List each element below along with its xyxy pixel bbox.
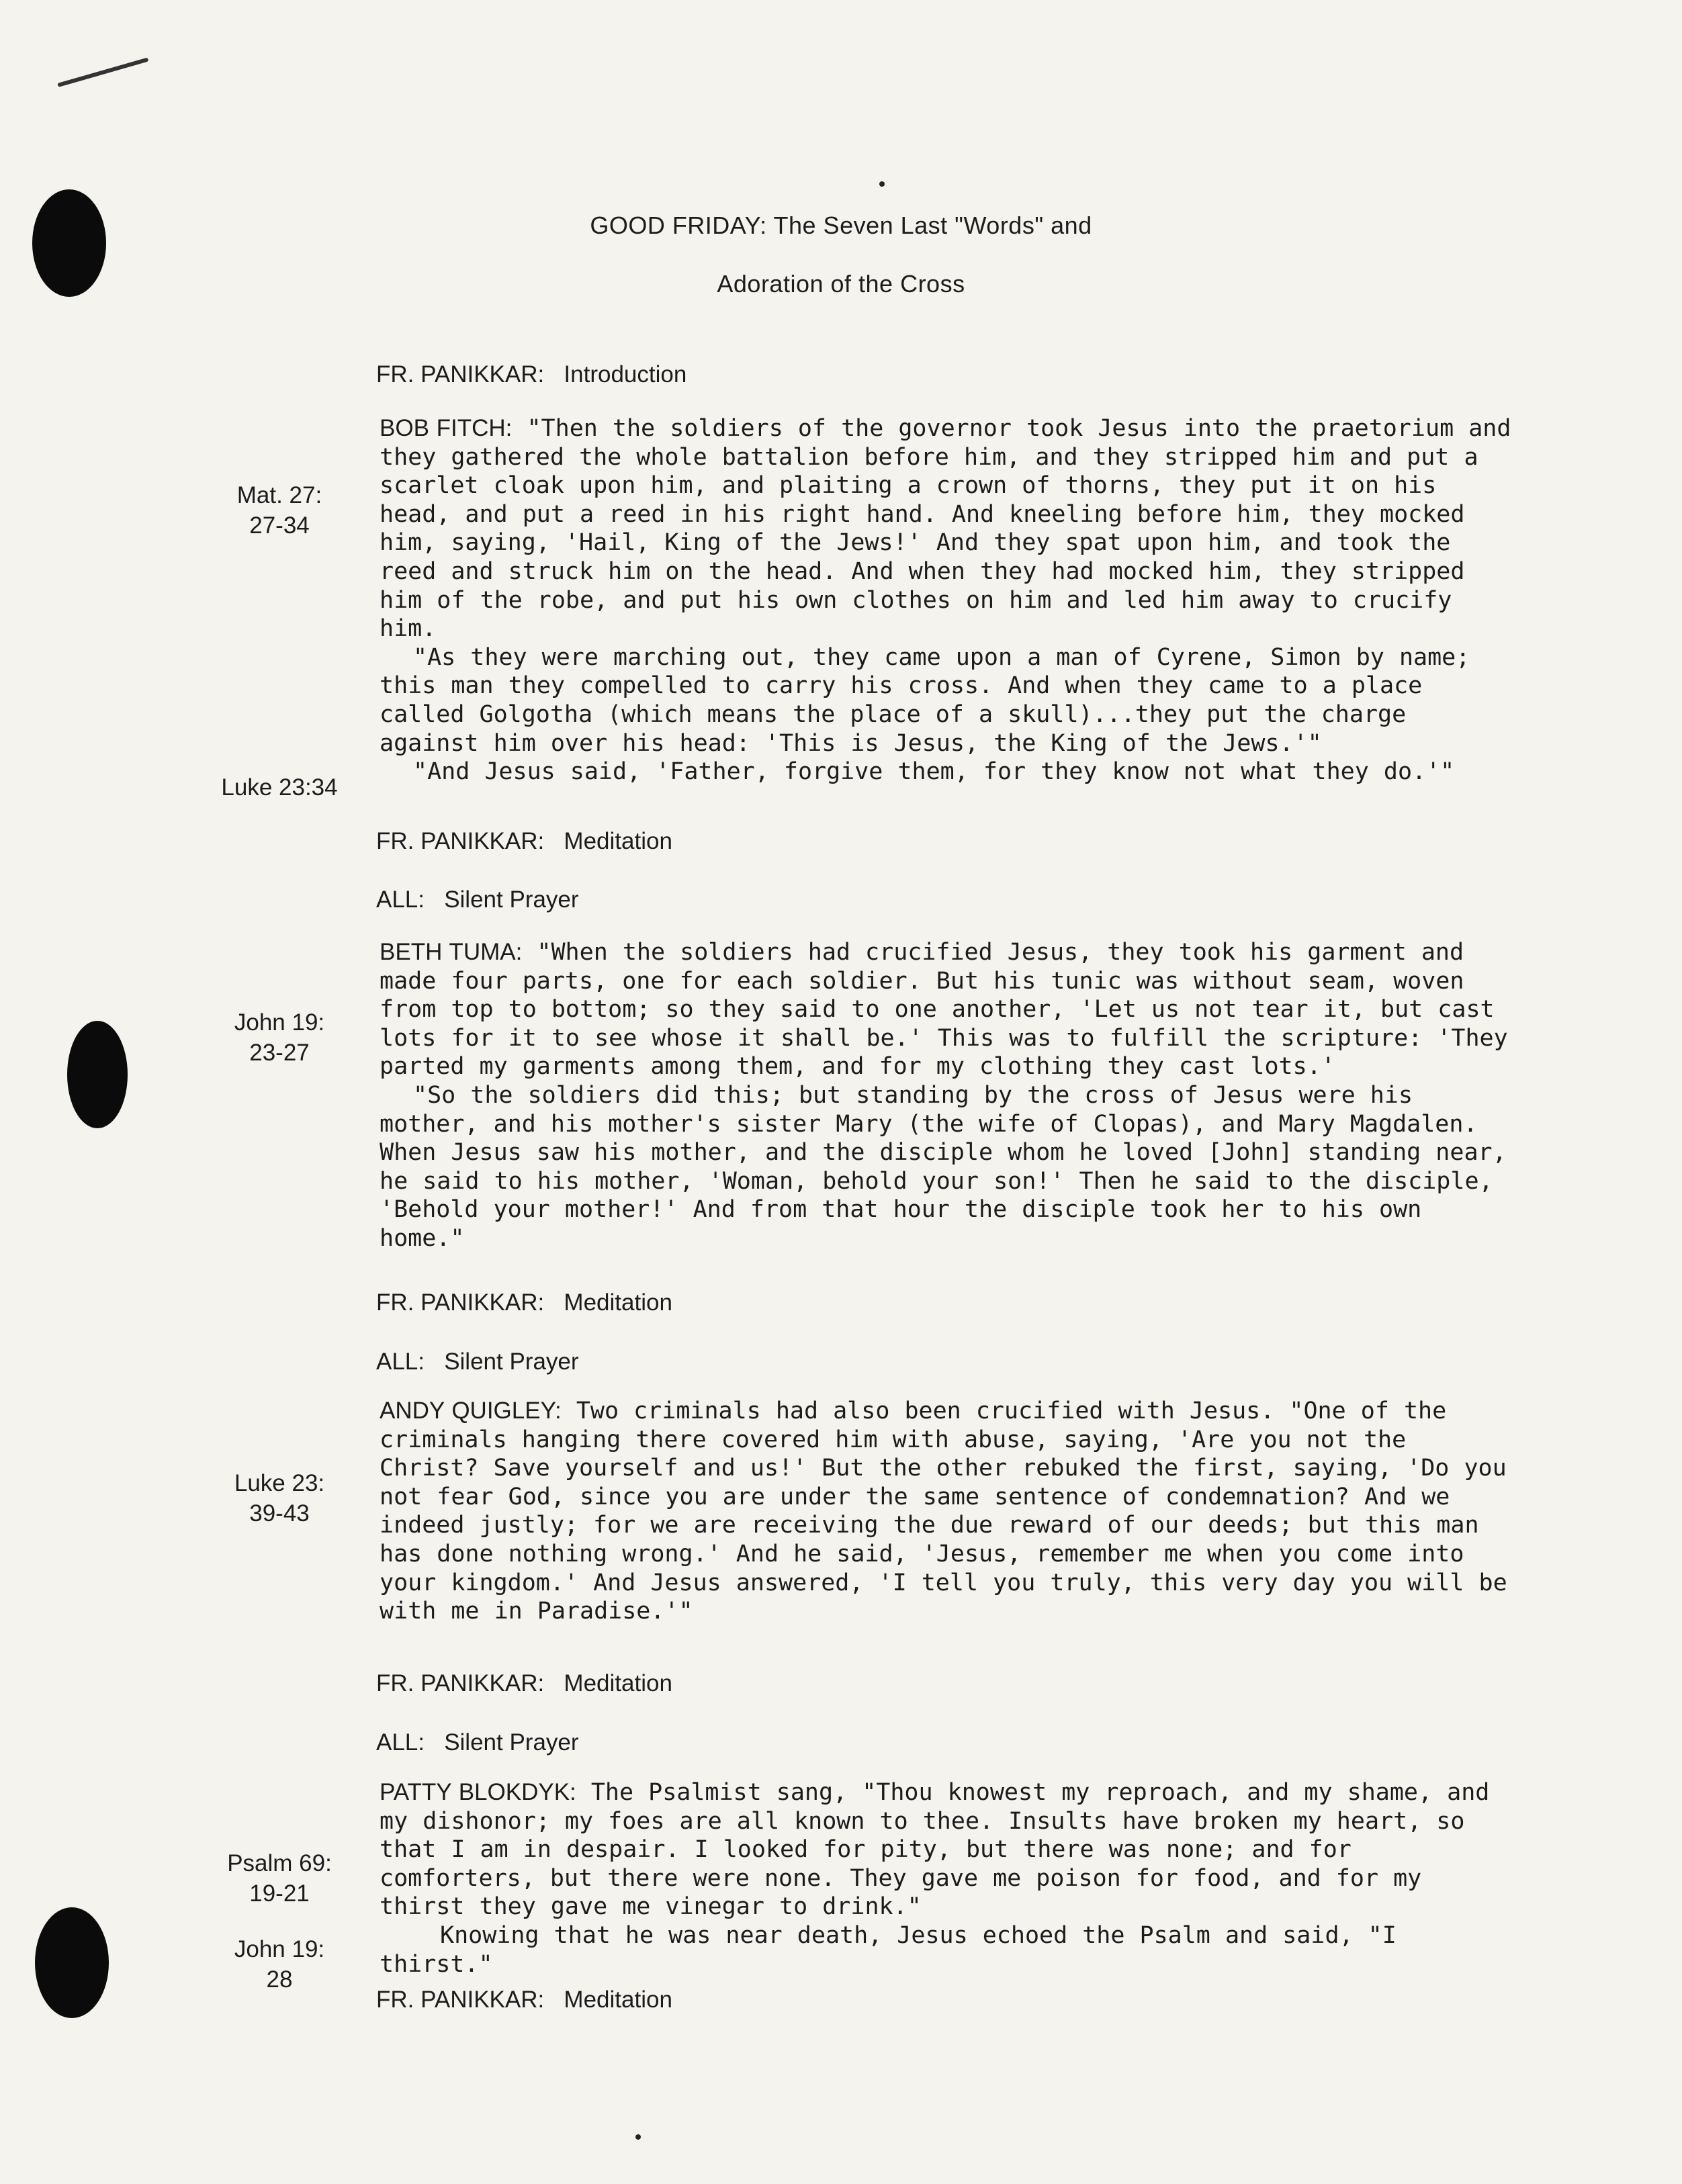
speaker-label: Silent Prayer	[444, 1349, 579, 1375]
speaker-name: ALL:	[376, 886, 425, 913]
speaker-name: FR. PANIKKAR:	[376, 1289, 545, 1316]
punch-hole-bottom	[35, 1907, 109, 2018]
reading-text: The Psalmist sang, "Thou knowest my reproach, and my shame, and my dishonor; my foes are all known to thee. Insults have broken my heart, so that I am in despair. I looked for pity, but there was none; and for comforters, but there were none. They gave me poison for food, and for my thirst they gave me vinegar to drink."	[380, 1779, 1490, 1921]
speaker-line	[376, 886, 1518, 913]
scripture-reference: John 19: 23-27	[234, 1009, 325, 1066]
speaker-line	[376, 1987, 1518, 2013]
speaker-line	[376, 828, 1518, 855]
document-title: GOOD FRIDAY: The Seven Last "Words" and	[590, 212, 1092, 239]
reading-paragraph: "So the soldiers did this; but standing by the cross of Jesus were his mother, and his mother's sister Mary (the wife of Clopas), and Mary Magdalen. When Jesus saw his mother, and the disciple whom he loved [John] standing near, he said to his mother, 'Woman, behold your son!' Then he said to the disciple, 'Behold your mother!' And from that hour the disciple took her to his own home."	[380, 1081, 1507, 1252]
reading-text: "When the soldiers had crucified Jesus, they took his garment and made four parts, one for each soldier. But his tunic was without seam, woven from top to bottom; so they said to one another, 'Let us not tear it, but cast lots for it to see whose it shall be.' This was to fulfill the scripture: 'They parted my garments among them, and for my clothing they cast lots.'	[380, 939, 1508, 1081]
speaker-line-intro	[376, 361, 1518, 388]
speaker-name: PATTY BLOKDYK:	[380, 1779, 576, 1805]
scripture-reference: Luke 23:34	[221, 774, 338, 801]
reading-paragraph: Knowing that he was near death, Jesus echoed the Psalm and said, "I thirst."	[380, 1921, 1397, 1978]
speaker-label: Meditation	[564, 828, 672, 854]
speaker-name: FR. PANIKKAR:	[376, 1670, 545, 1696]
reading-quigley	[380, 1397, 1515, 1626]
speaker-name: ALL:	[376, 1349, 425, 1375]
reading-blokdyk	[380, 1778, 1515, 1978]
dot-mark	[635, 2134, 641, 2140]
punch-hole-middle	[67, 1021, 128, 1128]
document-subtitle: Adoration of the Cross	[717, 270, 965, 298]
speaker-name: BETH TUMA:	[380, 939, 523, 965]
reading-text: Two criminals had also been crucified with Jesus. "One of the criminals hanging there covered him with abuse, saying, 'Are you not the Christ? Save yourself and us!' But the other rebuked the first, saying, 'Do you not fear God, since you are under the same sentence of condemnation? And we indeed justly; for we are receiving the due reward of our deeds; but this man has done nothing wrong.' And he said, 'Jesus, remember me when you come into your kingdom.' And Jesus answered, 'I tell you truly, this very day you will be with me in Paradise.'"	[380, 1398, 1507, 1625]
reading-paragraph: "And Jesus said, 'Father, forgive them, for they know not what they do.'"	[413, 758, 1455, 786]
speaker-label: Meditation	[564, 1289, 672, 1316]
speaker-line	[376, 1729, 1518, 1756]
speaker-label: Meditation	[564, 1670, 672, 1696]
scripture-reference: John 19: 28	[234, 1936, 325, 1993]
speaker-name: ALL:	[376, 1729, 425, 1756]
speaker-line	[376, 1670, 1518, 1697]
scripture-reference: Mat. 27: 27-34	[236, 482, 322, 539]
pen-mark	[57, 58, 148, 87]
speaker-label: Silent Prayer	[444, 886, 579, 913]
speaker-name: BOB FITCH:	[380, 415, 513, 441]
reading-tuma	[380, 938, 1515, 1253]
scripture-reference: Psalm 69: 19-21	[227, 1850, 332, 1907]
reading-fitch	[380, 414, 1515, 786]
scripture-reference: Luke 23: 39-43	[234, 1470, 325, 1527]
speaker-name: ANDY QUIGLEY:	[380, 1398, 562, 1424]
speaker-label: Silent Prayer	[444, 1729, 579, 1756]
speaker-line	[376, 1349, 1518, 1375]
speaker-name: FR. PANIKKAR:	[376, 1987, 545, 2013]
speaker-line	[376, 1289, 1518, 1316]
reading-text: "Then the soldiers of the governor took Jesus into the praetorium and they gathered the whole battalion before him, and they stripped him and put a scarlet cloak upon him, and plaiting a crown of thorns, they put it on his head, and put a reed in his right hand. And kneeling before him, they mocked him, saying, 'Hail, King of the Jews!' And they spat upon him, and took the reed and struck him on the head. And when they had mocked him, they stripped him of the robe, and put his own clothes on him and led him away to crucify him.	[380, 415, 1511, 643]
speaker-name: FR. PANIKKAR:	[376, 828, 545, 854]
speaker-name: FR. PANIKKAR:	[376, 361, 545, 388]
speaker-label: Meditation	[564, 1987, 672, 2013]
speaker-label: Introduction	[564, 361, 687, 388]
reading-paragraph: "As they were marching out, they came upon a man of Cyrene, Simon by name; this man they compelled to carry his cross. And when they came to a place called Golgotha (which means the place of a skull)...they put the charge against him over his head: 'This is Jesus, the King of the Jews.'"	[380, 643, 1470, 757]
dot-mark	[879, 181, 885, 187]
